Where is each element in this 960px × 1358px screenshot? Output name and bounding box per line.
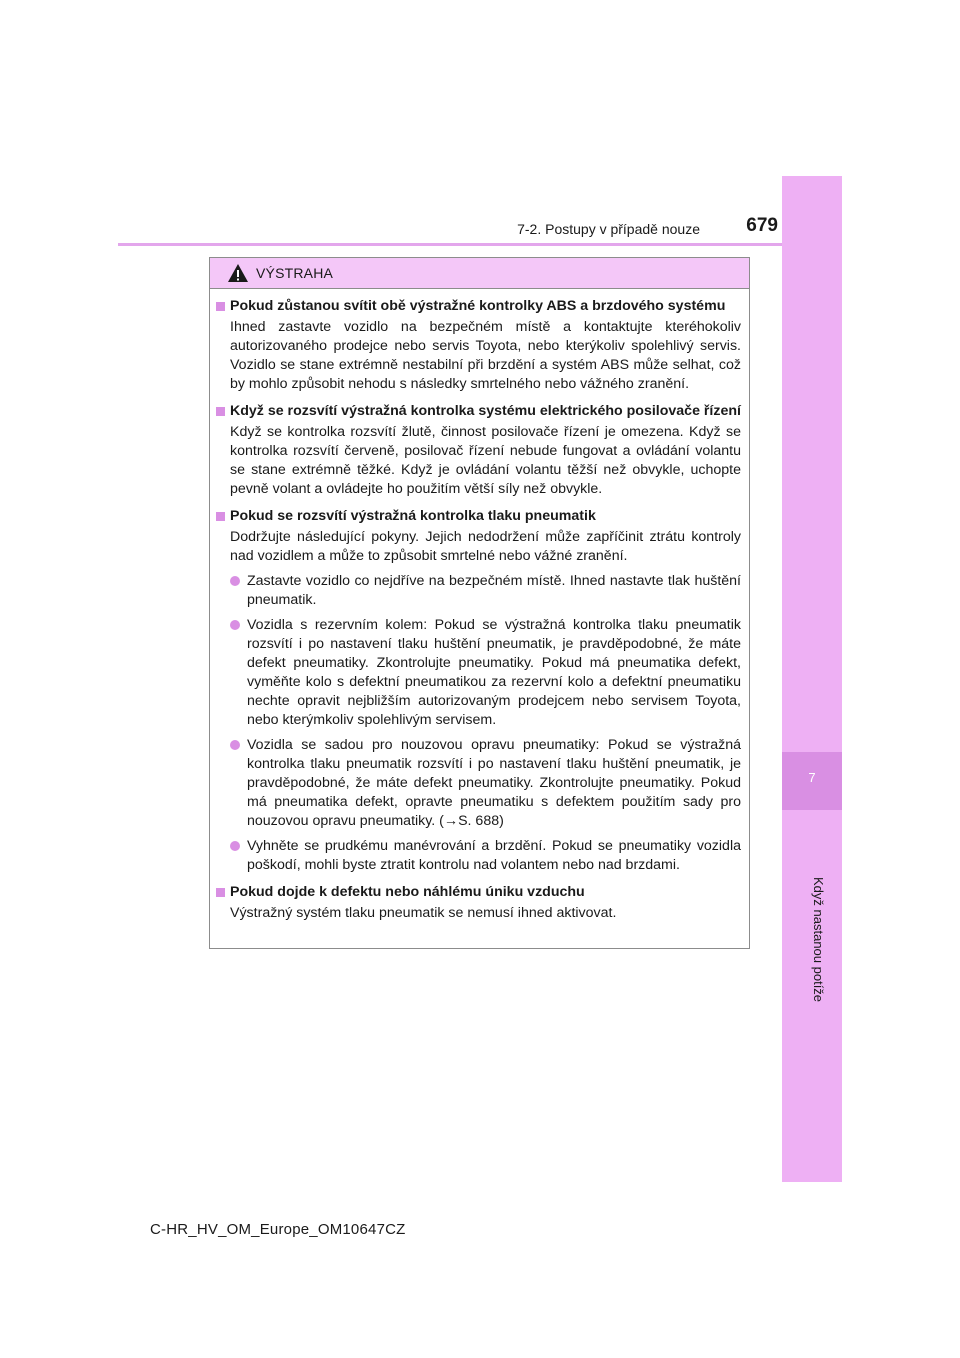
item-heading: Pokud dojde k defektu nebo náhlému úniku vzduchu	[230, 884, 585, 900]
circle-bullet-icon	[230, 841, 240, 851]
item-text: Dodržujte následující pokyny. Jejich nedodržení může zapříčinit ztrátu kontroly nad vozidlem a může to způsobit smrtelné nebo vážné zranění.	[230, 529, 741, 564]
item-heading: Pokud zůstanou svítit obě výstražné kontrolky ABS a brzdového systému	[230, 298, 726, 314]
circle-bullet-icon	[230, 620, 240, 630]
item-text: Výstražný systém tlaku pneumatik se nemusí ihned aktivovat.	[230, 905, 617, 921]
sub-item	[216, 837, 741, 875]
square-bullet-icon	[216, 512, 225, 521]
section-title: 7-2. Postupy v případě nouze	[517, 221, 700, 237]
circle-bullet-icon	[230, 740, 240, 750]
item-text: Ihned zastavte vozidlo na bezpečném místě a kontaktujte kteréhokoliv autorizovaného prodejce nebo servis Toyota, nebo kterýkoliv spolehlivý servis. Vozidlo se stane extrémně nestabilní při brzdění a systém ABS může selhat, což by mohlo způsobit nehodu s následky smrtelného nebo vážného zranění.	[230, 319, 741, 392]
warning-header	[210, 258, 749, 289]
sub-item-text: Vozidla s rezervním kolem: Pokud se výstražná kontrolka tlaku pneumatik rozsvítí i po nastavení tlaku huštění pneumatik, je pravděpodobné, že máte defekt pneumatiky. Zkontrolujte pneumatiky. Pokud má pneumatika defekt, vyměňte kolo s defektní pneumatikou za rezervní kolo a defektní pneumatiku nechte opravit nejbližším autorizovaným prodejcem nebo servisem Toyota, nebo kterýmkoliv spolehlivým servisem.	[247, 617, 741, 728]
square-bullet-icon	[216, 407, 225, 416]
item-heading: Když se rozsvítí výstražná kontrolka systému elektrického posilovače řízení	[230, 403, 741, 419]
item-text: Když se kontrolka rozsvítí žlutě, činnost posilovače řízení je omezena. Když se kontrolka rozsvítí červeně, posilovač řízení nebude fungovat a ovládání volantu se stane extrémně těžké. Když je ovládání volantu těžší než obvykle, uchopte pevně volant a ovládejte ho použitím větší síly než obvykle.	[230, 424, 741, 497]
square-bullet-icon	[216, 302, 225, 311]
circle-bullet-icon	[230, 576, 240, 586]
square-bullet-icon	[216, 888, 225, 897]
sub-item-text: Vozidla se sadou pro nouzovou opravu pneumatiky: Pokud se výstražná kontrolka tlaku pneumatik rozsvítí i po nastavení tlaku huštění pneumatik, je pravděpodobné, že máte defekt pneumatiky. Zkontrolujte pneumatiky. Pokud má pneumatika defekt, opravte pneumatiku s defektem použitím sady pro nouzovou opravu pneumatiky. (→S. 688)	[247, 737, 741, 829]
warning-body	[210, 289, 749, 923]
chapter-number: 7	[808, 769, 816, 785]
warning-item-power-steering	[216, 402, 741, 499]
page-number: 679	[746, 215, 778, 236]
sub-item	[216, 736, 741, 831]
warning-item-tire-pressure	[216, 507, 741, 875]
warning-box	[209, 257, 750, 949]
sub-item	[216, 572, 741, 610]
sub-item-text: Zastavte vozidlo co nejdříve na bezpečném místě. Ihned nastavte tlak huštění pneumatik.	[247, 573, 741, 608]
item-heading: Pokud se rozsvítí výstražná kontrolka tlaku pneumatik	[230, 508, 596, 524]
chapter-label: Když nastanou potíže	[811, 877, 826, 1003]
warning-item-abs	[216, 297, 741, 394]
warning-item-air-leak	[216, 883, 741, 923]
footer-document-code: C-HR_HV_OM_Europe_OM10647CZ	[150, 1221, 406, 1238]
header-rule	[118, 243, 782, 246]
sub-item	[216, 616, 741, 730]
warning-triangle-icon	[227, 263, 249, 283]
sub-item-text: Vyhněte se prudkému manévrování a brzdění. Pokud se pneumatiky vozidla poškodí, mohli byste ztratit kontrolu nad volantem nebo nad brzdami.	[247, 838, 741, 873]
warning-title: VÝSTRAHA	[256, 265, 334, 281]
